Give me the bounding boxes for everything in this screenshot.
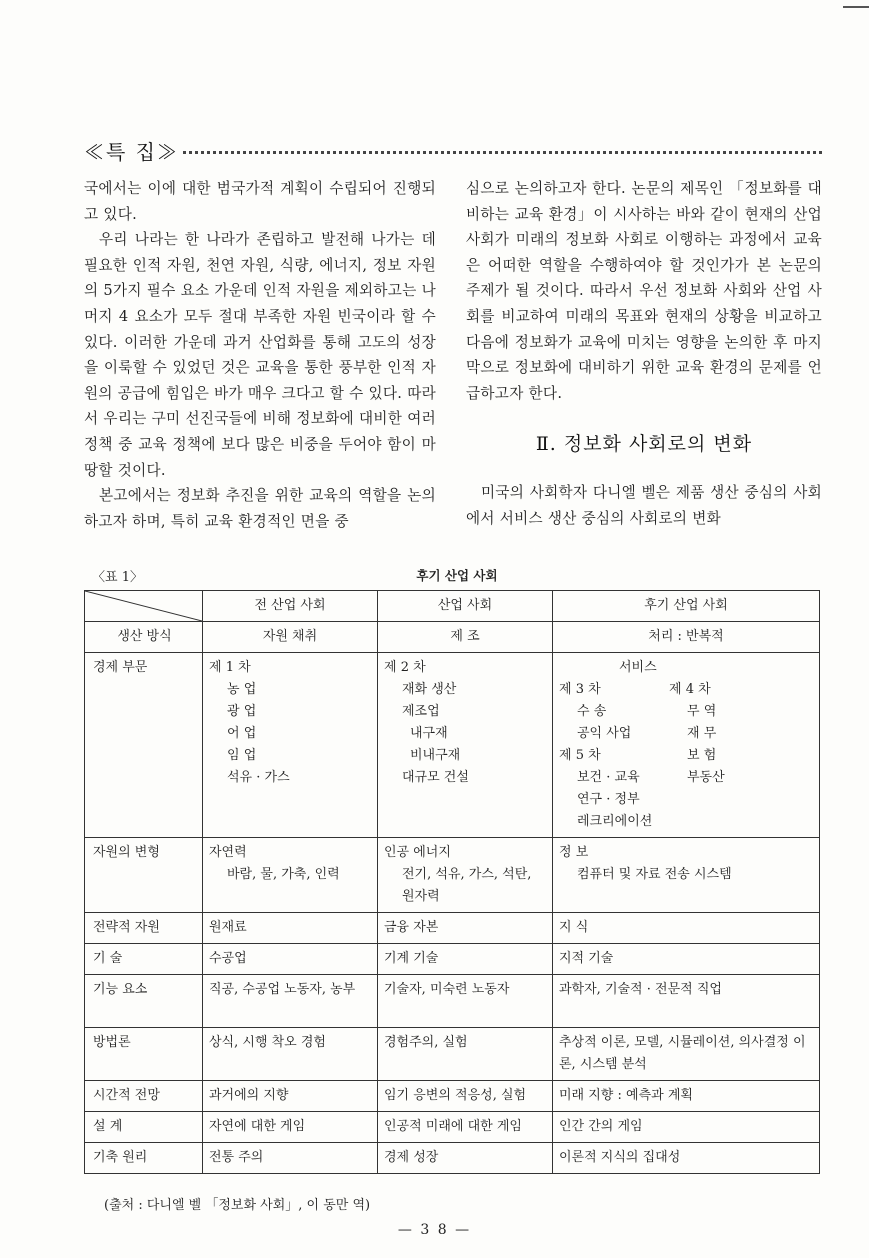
- cell-ind: 기계 기술: [378, 944, 553, 975]
- cell-pre: 직공, 수공업 노동자, 농부: [203, 975, 378, 1028]
- row-label: 기축 원리: [85, 1143, 203, 1174]
- cell-pair: [559, 745, 813, 767]
- cell-ind: 경제 성장: [378, 1143, 553, 1174]
- table-row: [85, 944, 820, 975]
- cell-line: 컴퓨터 및 자료 전송 시스템: [577, 867, 732, 882]
- cell-line: 보건 · 교육: [577, 770, 640, 785]
- cell-line: 바람, 물, 가축, 인력: [227, 867, 340, 882]
- row-label: 설 계: [85, 1112, 203, 1143]
- section-header: [84, 135, 822, 165]
- cell-pre: 원재료: [203, 913, 378, 944]
- table-title: 후기 산업 사회: [416, 568, 498, 583]
- header-dotted-rule: [183, 151, 822, 154]
- cell-pre: 수공업: [203, 944, 378, 975]
- left-paragraph-1: 국에서는 이에 대한 범국가적 계획이 수립되어 진행되고 있다.: [84, 180, 436, 223]
- cell-post: 지 식: [553, 913, 820, 944]
- cell-post: 미래 지향 : 예측과 계획: [553, 1081, 820, 1112]
- left-column: [84, 176, 436, 534]
- cell-line: 대규모 건설: [402, 770, 469, 785]
- cell-pre: 자연에 대한 게임: [203, 1112, 378, 1143]
- table-row: [85, 838, 820, 913]
- cell-line: 서비스: [619, 660, 657, 675]
- row-label: 생산 방식: [85, 622, 203, 653]
- corner-mark: [843, 6, 869, 8]
- comparison-table: [84, 590, 820, 1174]
- cell-post: 이론적 지식의 집대성: [553, 1143, 820, 1174]
- cell-ind: 금융 자본: [378, 913, 553, 944]
- cell-ind: 임기 응변의 적응성, 실험: [378, 1081, 553, 1112]
- cell-line: 제 4 차: [669, 682, 711, 697]
- left-paragraph-2: 우리 나라는 한 나라가 존립하고 발전해 나가는 데 필요한 인적 자원, 천연 자원, 식량, 에너지, 정보 자원의 5가지 필수 요소 가운데 인적 자원을 제외하고는 나머지 4 요소가 모두 절대 부족한 자원 빈국이라 할 수 있다. 이러한 가운데 과거 산업화를 통해 고도의 성장을 이룩할 수 있었던 것은 교육을 통한 풍부한 인적 자원의 공급에 힘입은 바가 매우 크다고 할 수 있다. 따라서 우리는 구미 선진국들에 비해 정보화에 대비한 여러 정책 중 교육 정책에 보다 많은 비중을 두어야 함이 마땅할 것이다.: [84, 231, 436, 479]
- cell-pair: [559, 701, 813, 723]
- cell-line: 제 2 차: [384, 660, 426, 675]
- col-header-industrial: 산업 사회: [378, 591, 553, 622]
- table-row: [85, 913, 820, 944]
- cell-pre: 상식, 시행 착오 경험: [203, 1028, 378, 1081]
- cell-line: 공익 사업: [577, 726, 632, 741]
- cell-pair: [559, 723, 813, 745]
- cell-post: 인간 간의 게임: [553, 1112, 820, 1143]
- cell-post: 추상적 이론, 모델, 시뮬레이션, 의사결정 이론, 시스템 분석: [553, 1028, 820, 1081]
- col-header-post-industrial: 후기 산업 사회: [553, 591, 820, 622]
- table-row: [85, 1143, 820, 1174]
- page-number: — 3 8 —: [397, 1222, 472, 1238]
- row-label: 전략적 자원: [85, 913, 203, 944]
- table-source: (출처 : 다니엘 벨 「정보화 사회」, 이 동만 역): [104, 1198, 371, 1213]
- row-label: 방법론: [85, 1028, 203, 1081]
- cell-ind: [378, 838, 553, 913]
- right-paragraph-1: 심으로 논의하고자 한다. 논문의 제목인 「정보화를 대비하는 교육 환경」이 시사하는 바와 같이 현재의 산업 사회가 미래의 정보화 사회로 이행하는 과정에서 교육은 어떠한 역할을 수행하여야 할 것인가가 본 논문의 주제가 될 것이다. 따라서 우선 정보화 사회와 산업 사회를 비교하여 미래의 목표와 현재의 상황을 비교하고 다음에 정보화가 교육에 미치는 영향을 논의한 후 마지막으로 정보화에 대비하기 위한 교육 환경의 문제를 언급하고자 한다.: [466, 180, 822, 402]
- cell-pair: [559, 767, 813, 789]
- table-row: [85, 653, 820, 838]
- table-row: [85, 1081, 820, 1112]
- right-column: [466, 176, 822, 531]
- cell-pre: [203, 653, 378, 838]
- table-row: [85, 622, 820, 653]
- cell-ind: 경험주의, 실험: [378, 1028, 553, 1081]
- cell-ind: 제 조: [378, 622, 553, 653]
- cell-post: 과학자, 기술적 · 전문적 직업: [553, 975, 820, 1028]
- table-header-row: [85, 591, 820, 622]
- left-paragraph-3: 본고에서는 정보화 추진을 위한 교육의 역할을 논의하고자 하며, 특히 교육 환경적인 면을 중: [84, 487, 436, 530]
- cell-pre: 전통 주의: [203, 1143, 378, 1174]
- diagonal-header-cell: [85, 591, 203, 622]
- cell-pre: 자원 채취: [203, 622, 378, 653]
- cell-line: 수 송: [577, 704, 607, 719]
- cell-ind: [378, 653, 553, 838]
- row-label: 시간적 전망: [85, 1081, 203, 1112]
- cell-line: 제 5 차: [559, 748, 601, 763]
- cell-line: 자연력: [209, 845, 247, 860]
- cell-pair: [559, 679, 813, 701]
- cell-line: 무 역: [687, 704, 717, 719]
- cell-ind: 인공적 미래에 대한 게임: [378, 1112, 553, 1143]
- header-title: ≪특 집≫: [84, 139, 179, 164]
- cell-line: 레크리에이션: [577, 814, 653, 829]
- table-row: [85, 975, 820, 1028]
- cell-line: 보 험: [687, 748, 717, 763]
- cell-line: 내구재: [410, 726, 448, 741]
- cell-line: 정 보: [559, 845, 589, 860]
- cell-ind: 기술자, 미숙련 노동자: [378, 975, 553, 1028]
- cell-line: 재화 생산: [402, 682, 457, 697]
- row-label: 기 술: [85, 944, 203, 975]
- row-label: 기능 요소: [85, 975, 203, 1028]
- cell-line: 임 업: [227, 748, 257, 763]
- cell-line: 전기, 석유, 가스, 석탄, 원자력: [402, 867, 532, 904]
- cell-post: [553, 838, 820, 913]
- cell-line: 농 업: [227, 682, 257, 697]
- row-label: 경제 부문: [85, 653, 203, 838]
- cell-line: 제 3 차: [559, 682, 601, 697]
- cell-post: [553, 653, 820, 838]
- right-paragraph-2: 미국의 사회학자 다니엘 벨은 제품 생산 중심의 사회에서 서비스 생산 중심의 사회로의 변화: [466, 483, 822, 527]
- cell-line: 인공 에너지: [384, 845, 451, 860]
- cell-line: 부동산: [687, 770, 725, 785]
- cell-line: 재 무: [687, 726, 717, 741]
- cell-line: 연구 · 정부: [577, 792, 640, 807]
- col-header-pre-industrial: 전 산업 사회: [203, 591, 378, 622]
- cell-line: 제 1 차: [209, 660, 251, 675]
- cell-line: 광 업: [227, 704, 257, 719]
- cell-line: 어 업: [227, 726, 257, 741]
- cell-pre: 과거에의 지향: [203, 1081, 378, 1112]
- table-caption: [92, 566, 822, 586]
- cell-line: 석유 · 가스: [227, 770, 290, 785]
- cell-post: 지적 기술: [553, 944, 820, 975]
- cell-post: 처리 : 반복적: [553, 622, 820, 653]
- cell-line: 제조업: [402, 704, 440, 719]
- table-label: 〈표 1〉: [92, 570, 143, 585]
- table-row: [85, 1112, 820, 1143]
- cell-line: 비내구재: [410, 748, 461, 763]
- row-label: 자원의 변형: [85, 838, 203, 913]
- table-row: [85, 1028, 820, 1081]
- section-title: Ⅱ. 정보화 사회로의 변화: [535, 433, 753, 456]
- cell-pre: [203, 838, 378, 913]
